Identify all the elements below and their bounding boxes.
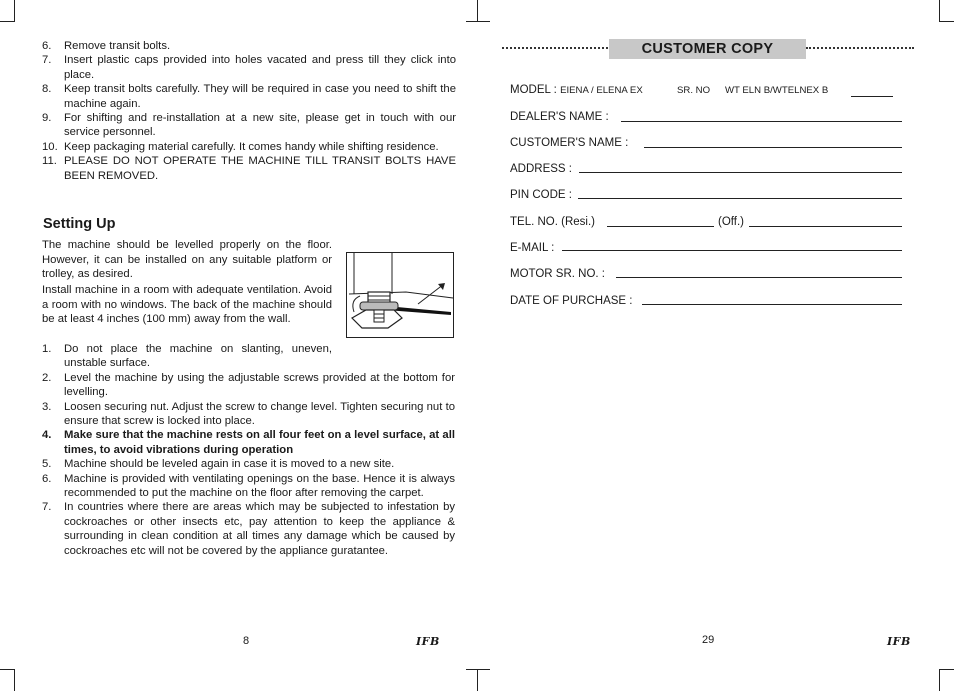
leveling-foot-illustration (346, 252, 454, 338)
page-number: 8 (243, 635, 250, 647)
crop-mark (477, 0, 478, 22)
pin-code-field[interactable] (578, 198, 902, 199)
address-field[interactable] (579, 172, 902, 173)
list-item: 4. Make sure that the machine rests on all four feet on a level surface, at all times, to avoid vibrations during operation (42, 429, 455, 456)
list-item: 6. Machine is provided with ventilating openings on the base. Hence it is always recommended to put the machine on the floor after removing the carpet. (42, 472, 455, 500)
crop-mark (0, 669, 14, 670)
address-label: ADDRESS : (510, 163, 572, 175)
model-value: EIENA / ELENA EX (560, 85, 643, 96)
transit-bolts-list (42, 39, 456, 183)
customer-name-field[interactable] (644, 147, 902, 148)
list-item: 3. Loosen securing nut. Adjust the screw to change level. Tighten securing nut to ensure that screw is locked into place. (42, 400, 455, 428)
customer-label: CUSTOMER'S NAME : (510, 137, 629, 149)
model-row (510, 84, 643, 96)
list-item: 9. For shifting and re-installation at a new site, please get in touch with our service personnel. (42, 112, 456, 139)
section-heading: Setting Up (43, 216, 116, 232)
tel-off-field[interactable] (749, 226, 902, 227)
crop-mark (14, 0, 15, 22)
email-label: E-MAIL : (510, 242, 555, 254)
list-item: 7. In countries where there are areas which may be subjected to infestation by cockroaches or other insects etc, pay attention to keep the appliance & surrounding in clean condition at all times any damage which be caused by cockroaches etc will not be covered by the appliance guratantee. (42, 501, 455, 557)
tel-resi-label: TEL. NO. (Resi.) (510, 216, 595, 228)
list-item: 8. Keep transit bolts carefully. They will be required in case you need to shift the machine again. (42, 83, 456, 110)
paragraph: The machine should be levelled properly on the floor. However, it can be installed on any suitable platform or trolley, as desired. (42, 239, 332, 281)
date-of-purchase-field[interactable] (642, 304, 902, 305)
crop-mark (14, 669, 15, 691)
setup-steps-list (42, 342, 455, 558)
list-item: 1. Do not place the machine on slanting, uneven, unstable surface. (42, 343, 332, 370)
pin-code-label: PIN CODE : (510, 189, 572, 201)
page-number: 29 (702, 634, 715, 646)
motor-sr-label: MOTOR SR. NO. : (510, 268, 605, 280)
crop-mark (939, 669, 940, 691)
crop-mark (466, 669, 490, 670)
customer-copy-banner: CUSTOMER COPY (609, 39, 806, 59)
list-item: 5. Machine should be leveled again in case it is moved to a new site. (42, 458, 395, 471)
dotted-divider (502, 47, 608, 49)
crop-mark (0, 21, 14, 22)
dotted-divider (806, 47, 914, 49)
list-item: 6. Remove transit bolts. (42, 40, 171, 52)
brand-logo: IFB (887, 635, 911, 648)
dealer-label: DEALER'S NAME : (510, 111, 609, 123)
list-item: 7. Insert plastic caps provided into holes vacated and press till they click into place. (42, 54, 456, 81)
tel-off-label: (Off.) (718, 216, 744, 228)
brand-logo: IFB (416, 635, 440, 648)
srno-field-line[interactable] (851, 96, 893, 97)
crop-mark (940, 669, 954, 670)
model-label: MODEL : (510, 84, 557, 96)
list-item: 11. PLEASE DO NOT OPERATE THE MACHINE TILL TRANSIT BOLTS HAVE BEEN REMOVED. (42, 155, 456, 182)
date-of-purchase-label: DATE OF PURCHASE : (510, 295, 633, 307)
crop-mark (940, 21, 954, 22)
crop-mark (939, 0, 940, 22)
dealer-name-field[interactable] (621, 121, 902, 122)
paragraph: Install machine in a room with adequate ventilation. Avoid a room with no windows. The back of the machine should be at least 4 inches (100 mm) away from the wall. (42, 284, 332, 326)
motor-sr-field[interactable] (616, 277, 902, 278)
tel-resi-field[interactable] (607, 226, 714, 227)
email-field[interactable] (562, 250, 902, 251)
list-item: 2. Level the machine by using the adjustable screws provided at the bottom for levelling. (42, 371, 455, 399)
srno-label: SR. NO (677, 85, 711, 96)
crop-mark (466, 21, 490, 22)
list-item: 10. Keep packaging material carefully. It comes handy while shifting residence. (42, 140, 439, 153)
crop-mark (477, 669, 478, 691)
srno-value: WT ELN B/WTELNEX B (725, 85, 829, 96)
